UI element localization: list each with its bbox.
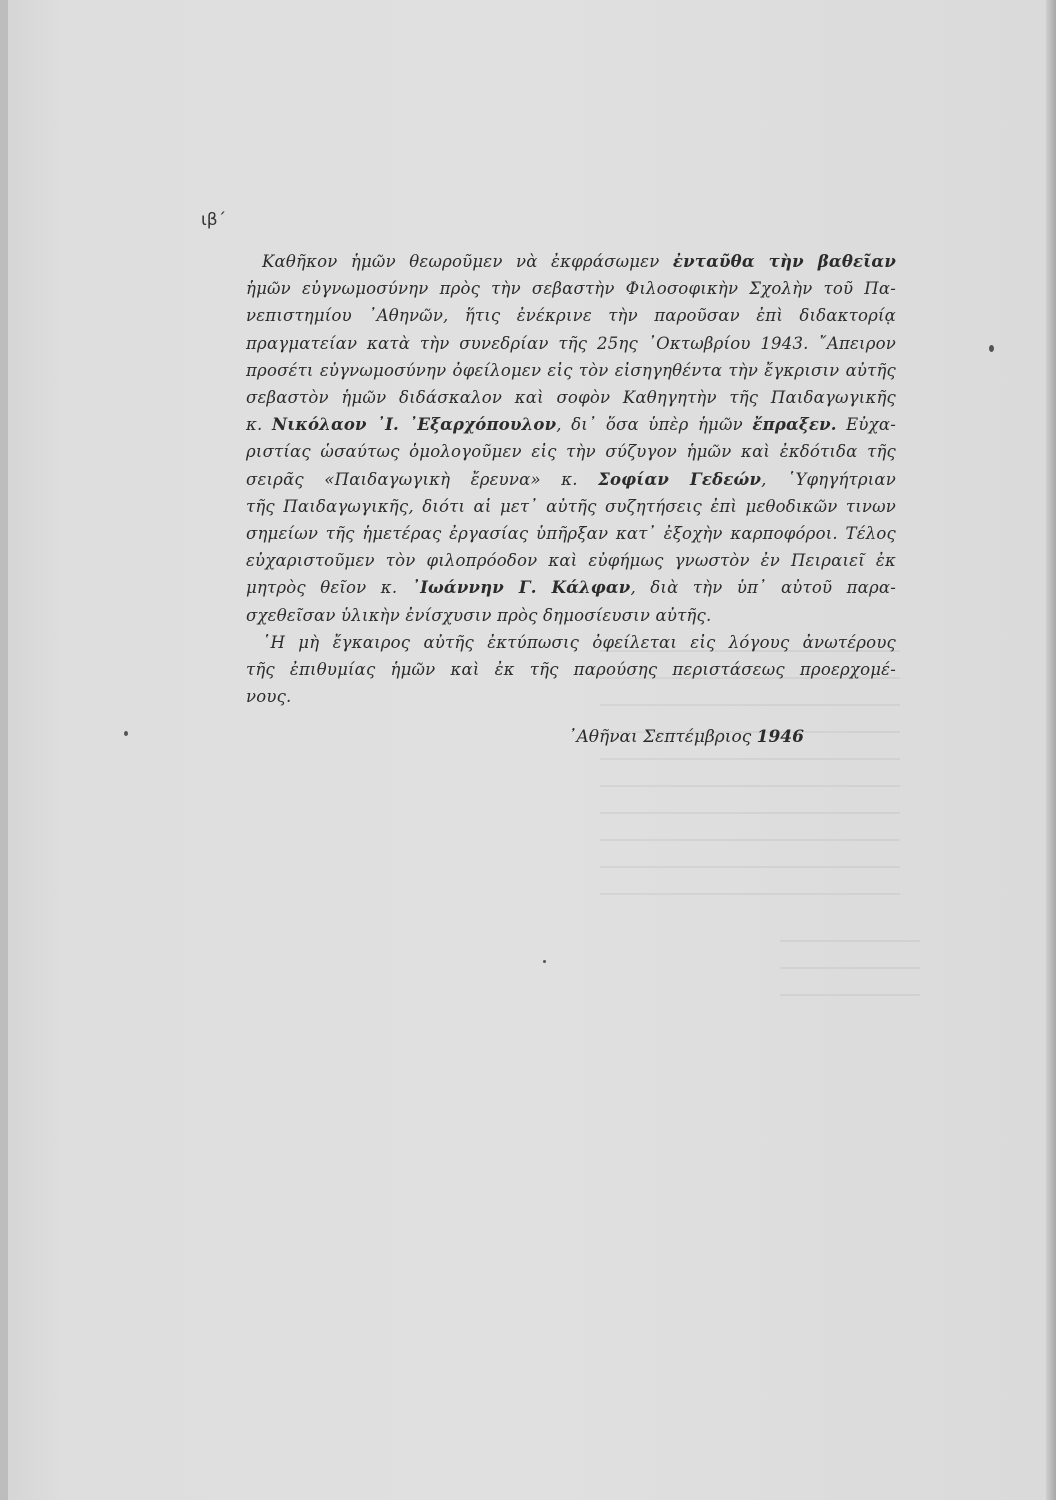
- text-line: σειρᾶς «Παιδαγωγικὴ ἔρευνα» κ. Σοφίαν Γεδεών, ῾Υφηγήτριαν: [246, 469, 897, 489]
- page-edge-left: [0, 0, 8, 1500]
- text-line: κ. Νικόλαον ᾿Ι. ᾿Εξαρχόπουλον, δι᾿ ὅσα ὑπὲρ ἡμῶν ἔπραξεν. Εὐχα-: [246, 415, 896, 435]
- text-line: νεπιστημίου ᾿Αθηνῶν, ἥτις ἐνέκρινε τὴν παροῦσαν ἐπὶ διδακτορίᾳ: [246, 306, 896, 326]
- text-line: σημείων τῆς ἡμετέρας ἐργασίας ὑπῆρξαν κατ᾿ ἐξοχὴν καρποφόροι. Τέλος: [246, 524, 896, 544]
- text-line: νους.: [246, 687, 292, 707]
- acknowledgements-text: [246, 248, 896, 710]
- scan-speck: [124, 731, 128, 736]
- text-line: εὐχαριστοῦμεν τὸν φιλοπρόοδον καὶ εὐφήμως γνωστὸν ἐν Πειραιεῖ ἐκ: [246, 551, 896, 571]
- page-number: ιβ΄: [201, 210, 227, 230]
- text-line: τῆς ἐπιθυμίας ἡμῶν καὶ ἐκ τῆς παρούσης περιστάσεως προερχομέ-: [246, 660, 896, 680]
- text-line: σεβαστὸν ἡμῶν διδάσκαλον καὶ σοφὸν Καθηγητὴν τῆς Παιδαγωγικῆς: [246, 388, 896, 408]
- scan-speck: [989, 345, 994, 352]
- text-line: πραγματείαν κατὰ τὴν συνεδρίαν τῆς 25ης ᾿Οκτωβρίου 1943. ῎Απειρον: [246, 333, 896, 353]
- name-kalfas: ᾿Ιωάννην Γ. Κάλφαν: [411, 578, 631, 598]
- text-line: μητρὸς θεῖον κ. ᾿Ιωάννην Γ. Κάλφαν, διὰ τὴν ὑπ᾿ αὐτοῦ παρα-: [246, 578, 896, 598]
- name-exarchopoulos: Νικόλαον ᾿Ι. ᾿Εξαρχόπουλον: [271, 415, 557, 435]
- text-line: ἡμῶν εὐγνωμοσύνην πρὸς τὴν σεβαστὴν Φιλοσοφικὴν Σχολὴν τοῦ Πα-: [246, 279, 896, 299]
- place-date-signature: ᾿Αθῆναι Σεπτέμβριος 1946: [568, 727, 804, 747]
- text-line: ριστίας ὡσαύτως ὁμολογοῦμεν εἰς τὴν σύζυγον ἡμῶν καὶ ἐκδότιδα τῆς: [246, 442, 896, 462]
- text-line: τῆς Παιδαγωγικῆς, διότι αἱ μετ᾿ αὐτῆς συζητήσεις ἐπὶ μεθοδικῶν τινων: [246, 496, 896, 516]
- page-edge-right: [1046, 0, 1056, 1500]
- scan-speck: [543, 960, 546, 963]
- text-line: σχεθεῖσαν ὑλικὴν ἐνίσχυσιν πρὸς δημοσίευσιν αὐτῆς.: [246, 605, 712, 625]
- text-line: ῾Η μὴ ἔγκαιρος αὐτῆς ἐκτύπωσις ὀφείλεται εἰς λόγους ἀνωτέρους: [262, 632, 896, 652]
- text-line: Καθῆκον ἡμῶν θεωροῦμεν νὰ ἐκφράσωμεν ἐνταῦθα τὴν βαθεῖαν: [262, 252, 896, 271]
- name-gedeon: Σοφίαν Γεδεών: [598, 469, 762, 489]
- text-line: προσέτι εὐγνωμοσύνην ὀφείλομεν εἰς τὸν εἰσηγηθέντα τὴν ἔγκρισιν αὐτῆς: [246, 360, 896, 380]
- bleed-through-text: [780, 940, 920, 1000]
